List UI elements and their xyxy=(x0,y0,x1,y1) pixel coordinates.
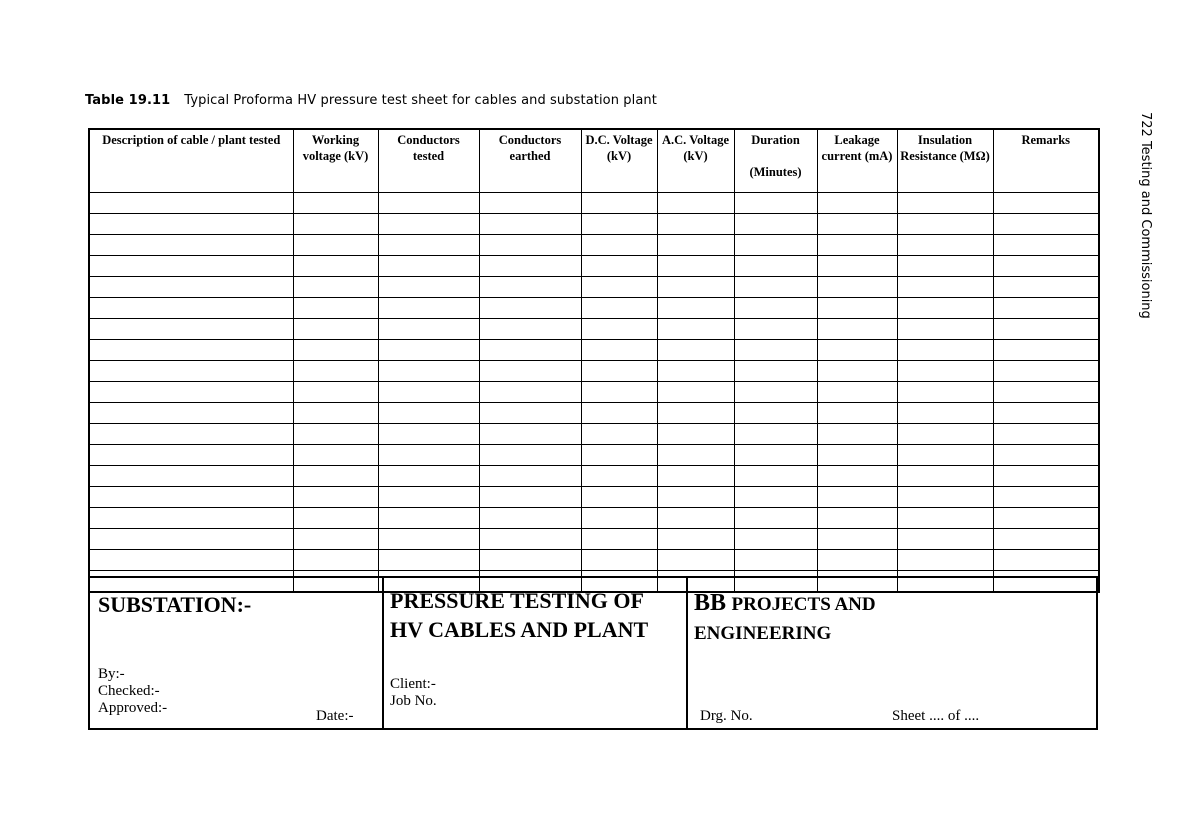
table-cell xyxy=(993,445,1099,466)
sheet-title-line1: PRESSURE TESTING OF xyxy=(390,588,644,613)
table-cell xyxy=(378,382,479,403)
table-cell xyxy=(657,508,734,529)
table-cell xyxy=(817,319,897,340)
table-cell xyxy=(293,403,378,424)
table-row xyxy=(89,403,1099,424)
table-cell xyxy=(817,403,897,424)
table-cell xyxy=(89,508,293,529)
table-cell xyxy=(581,340,657,361)
table-row xyxy=(89,340,1099,361)
table-cell xyxy=(293,529,378,550)
sheet-title-line2: HV CABLES AND PLANT xyxy=(390,617,649,642)
table-cell xyxy=(657,466,734,487)
table-cell xyxy=(897,340,993,361)
table-cell xyxy=(89,445,293,466)
table-cell xyxy=(993,319,1099,340)
table-row xyxy=(89,235,1099,256)
title-block-company-cell xyxy=(686,578,1096,728)
table-cell xyxy=(657,529,734,550)
table-cell xyxy=(817,340,897,361)
table-row xyxy=(89,361,1099,382)
table-cell xyxy=(734,550,817,571)
col-header-conductors-tested: Conductors tested xyxy=(378,129,479,193)
table-cell xyxy=(479,445,581,466)
table-row xyxy=(89,382,1099,403)
table-cell xyxy=(993,361,1099,382)
table-row xyxy=(89,487,1099,508)
table-cell xyxy=(657,235,734,256)
table-cell xyxy=(89,235,293,256)
table-cell xyxy=(89,340,293,361)
table-cell xyxy=(89,382,293,403)
table-cell xyxy=(89,487,293,508)
table-cell xyxy=(817,214,897,235)
table-cell xyxy=(993,529,1099,550)
caption-text: Typical Proforma HV pressure test sheet for cables and substation plant xyxy=(184,93,657,108)
substation-label: SUBSTATION:- xyxy=(98,592,252,617)
table-cell xyxy=(479,361,581,382)
table-cell xyxy=(293,340,378,361)
table-cell xyxy=(581,529,657,550)
table-cell xyxy=(817,487,897,508)
table-cell xyxy=(378,361,479,382)
table-cell xyxy=(657,361,734,382)
checked-label: Checked:- xyxy=(98,683,160,699)
table-cell xyxy=(897,319,993,340)
table-cell xyxy=(293,550,378,571)
table-cell xyxy=(993,340,1099,361)
table-cell xyxy=(734,487,817,508)
table-row xyxy=(89,445,1099,466)
table-cell xyxy=(89,256,293,277)
table-cell xyxy=(293,424,378,445)
table-cell xyxy=(89,466,293,487)
table-cell xyxy=(378,487,479,508)
table-cell xyxy=(657,445,734,466)
table-cell xyxy=(479,256,581,277)
table-cell xyxy=(378,235,479,256)
table-cell xyxy=(734,298,817,319)
table-row xyxy=(89,298,1099,319)
col-header-ac-voltage: A.C. Voltage (kV) xyxy=(657,129,734,193)
table-cell xyxy=(734,256,817,277)
table-cell xyxy=(657,487,734,508)
table-cell xyxy=(89,424,293,445)
table-cell xyxy=(993,550,1099,571)
drawing-number-label: Drg. No. xyxy=(700,708,753,724)
table-cell xyxy=(657,424,734,445)
table-cell xyxy=(734,508,817,529)
table-cell xyxy=(293,298,378,319)
table-cell xyxy=(378,424,479,445)
table-cell xyxy=(378,214,479,235)
table-cell xyxy=(378,466,479,487)
approved-label: Approved:- xyxy=(98,700,168,716)
table-cell xyxy=(993,298,1099,319)
table-cell xyxy=(897,382,993,403)
table-caption xyxy=(85,93,657,108)
table-cell xyxy=(657,403,734,424)
running-header xyxy=(1133,112,1159,382)
table-row xyxy=(89,193,1099,214)
table-cell xyxy=(479,340,581,361)
table-cell xyxy=(581,277,657,298)
table-row xyxy=(89,550,1099,571)
table-cell xyxy=(657,550,734,571)
table-cell xyxy=(479,529,581,550)
table-cell xyxy=(378,277,479,298)
sheet-number-label: Sheet .... of .... xyxy=(892,708,980,724)
table-cell xyxy=(734,319,817,340)
company-bb: BB xyxy=(694,590,727,616)
table-row xyxy=(89,214,1099,235)
table-row xyxy=(89,466,1099,487)
table-cell xyxy=(897,424,993,445)
table-cell xyxy=(581,319,657,340)
table-cell xyxy=(657,382,734,403)
client-label: Client:- xyxy=(390,676,436,692)
table-cell xyxy=(993,235,1099,256)
table-cell xyxy=(89,214,293,235)
table-cell xyxy=(581,361,657,382)
table-row xyxy=(89,319,1099,340)
table-cell xyxy=(293,256,378,277)
table-cell xyxy=(581,214,657,235)
table-cell xyxy=(293,235,378,256)
table-cell xyxy=(293,214,378,235)
table-cell xyxy=(378,529,479,550)
side-header-text: 722 Testing and Commissioning xyxy=(1138,112,1153,319)
table-cell xyxy=(817,193,897,214)
table-cell xyxy=(293,382,378,403)
table-body xyxy=(89,193,1099,593)
table-cell xyxy=(89,403,293,424)
table-cell xyxy=(89,298,293,319)
date-label: Date:- xyxy=(316,708,354,724)
table-row xyxy=(89,529,1099,550)
col-header-leakage-current: Leakage current (mA) xyxy=(817,129,897,193)
table-row xyxy=(89,508,1099,529)
table-row xyxy=(89,277,1099,298)
table-cell xyxy=(734,529,817,550)
table-cell xyxy=(378,193,479,214)
table-cell xyxy=(993,214,1099,235)
col-header-dc-voltage: D.C. Voltage (kV) xyxy=(581,129,657,193)
table-cell xyxy=(734,214,817,235)
table-cell xyxy=(734,235,817,256)
table-cell xyxy=(993,193,1099,214)
table-cell xyxy=(479,508,581,529)
table-cell xyxy=(89,550,293,571)
table-cell xyxy=(817,256,897,277)
table-cell xyxy=(479,214,581,235)
table-cell xyxy=(581,445,657,466)
table-cell xyxy=(817,550,897,571)
table-cell xyxy=(581,403,657,424)
table-cell xyxy=(817,466,897,487)
table-cell xyxy=(378,550,479,571)
table-cell xyxy=(378,256,479,277)
table-cell xyxy=(993,466,1099,487)
table-cell xyxy=(657,277,734,298)
table-cell xyxy=(897,277,993,298)
table-cell xyxy=(657,319,734,340)
table-cell xyxy=(734,403,817,424)
table-cell xyxy=(479,487,581,508)
company-name xyxy=(694,588,876,648)
table-cell xyxy=(479,277,581,298)
table-cell xyxy=(378,508,479,529)
col-header-conductors-earthed: Conductors earthed xyxy=(479,129,581,193)
table-cell xyxy=(581,298,657,319)
table-cell xyxy=(897,550,993,571)
table-cell xyxy=(378,403,479,424)
table-cell xyxy=(734,466,817,487)
col-header-remarks: Remarks xyxy=(993,129,1099,193)
table-cell xyxy=(734,361,817,382)
table-cell xyxy=(897,193,993,214)
table-cell xyxy=(479,382,581,403)
table-cell xyxy=(993,403,1099,424)
signoff-labels xyxy=(98,666,167,717)
table-cell xyxy=(479,424,581,445)
table-cell xyxy=(734,424,817,445)
table-cell xyxy=(817,508,897,529)
company-line1: PROJECTS AND xyxy=(731,594,876,615)
table-cell xyxy=(993,256,1099,277)
table-cell xyxy=(817,445,897,466)
table-cell xyxy=(897,214,993,235)
table-cell xyxy=(479,193,581,214)
table-cell xyxy=(581,466,657,487)
table-cell xyxy=(817,529,897,550)
table-cell xyxy=(657,340,734,361)
table-cell xyxy=(479,235,581,256)
table-cell xyxy=(897,403,993,424)
table-cell xyxy=(817,277,897,298)
table-cell xyxy=(581,508,657,529)
table-cell xyxy=(581,550,657,571)
table-cell xyxy=(734,340,817,361)
table-cell xyxy=(378,319,479,340)
table-cell xyxy=(817,298,897,319)
table-cell xyxy=(657,193,734,214)
header-row xyxy=(89,129,1099,193)
job-no-label: Job No. xyxy=(390,693,437,709)
table-cell xyxy=(89,193,293,214)
table-row xyxy=(89,424,1099,445)
table-cell xyxy=(897,298,993,319)
table-cell xyxy=(581,487,657,508)
table-cell xyxy=(581,256,657,277)
table-cell xyxy=(581,424,657,445)
table-cell xyxy=(378,445,479,466)
table-cell xyxy=(479,403,581,424)
table-cell xyxy=(734,382,817,403)
table-cell xyxy=(657,298,734,319)
company-line2: ENGINEERING xyxy=(694,623,832,644)
test-sheet-table xyxy=(88,128,1100,593)
table-cell xyxy=(581,235,657,256)
table-cell xyxy=(993,382,1099,403)
table-cell xyxy=(479,466,581,487)
table-cell xyxy=(89,277,293,298)
table-cell xyxy=(581,193,657,214)
table-cell xyxy=(293,466,378,487)
table-cell xyxy=(479,319,581,340)
sheet-title xyxy=(390,586,648,644)
table-cell xyxy=(657,256,734,277)
table-cell xyxy=(89,529,293,550)
table-cell xyxy=(89,361,293,382)
table-cell xyxy=(378,298,479,319)
table-cell xyxy=(897,508,993,529)
table-row xyxy=(89,256,1099,277)
table-cell xyxy=(479,298,581,319)
table-cell xyxy=(293,277,378,298)
col-header-duration: Duration (Minutes) xyxy=(734,129,817,193)
table-cell xyxy=(581,382,657,403)
table-cell xyxy=(293,319,378,340)
table-cell xyxy=(897,445,993,466)
table-cell xyxy=(993,508,1099,529)
table-cell xyxy=(293,361,378,382)
table-cell xyxy=(817,361,897,382)
table-cell xyxy=(657,214,734,235)
table-cell xyxy=(378,340,479,361)
client-labels xyxy=(390,676,437,710)
table-cell xyxy=(293,193,378,214)
title-block-substation-cell xyxy=(90,578,384,728)
table-cell xyxy=(897,466,993,487)
table-cell xyxy=(897,256,993,277)
table-cell xyxy=(89,319,293,340)
table-cell xyxy=(817,235,897,256)
table-cell xyxy=(734,277,817,298)
col-header-working-voltage: Working voltage (kV) xyxy=(293,129,378,193)
title-block xyxy=(88,576,1098,730)
table-cell xyxy=(293,487,378,508)
by-label: By:- xyxy=(98,666,125,682)
table-cell xyxy=(734,193,817,214)
table-cell xyxy=(897,361,993,382)
table-cell xyxy=(897,529,993,550)
table-cell xyxy=(479,550,581,571)
table-cell xyxy=(293,508,378,529)
table-cell xyxy=(993,487,1099,508)
title-block-title-cell xyxy=(382,578,688,728)
col-header-insulation-resistance: Insulation Resistance (MΩ) xyxy=(897,129,993,193)
table-cell xyxy=(993,277,1099,298)
table-cell xyxy=(817,382,897,403)
table-cell xyxy=(897,487,993,508)
table-cell xyxy=(734,445,817,466)
caption-number: Table 19.11 xyxy=(85,93,171,108)
table-cell xyxy=(897,235,993,256)
table-cell xyxy=(293,445,378,466)
col-header-description: Description of cable / plant tested xyxy=(89,129,293,193)
table-cell xyxy=(993,424,1099,445)
table-cell xyxy=(817,424,897,445)
